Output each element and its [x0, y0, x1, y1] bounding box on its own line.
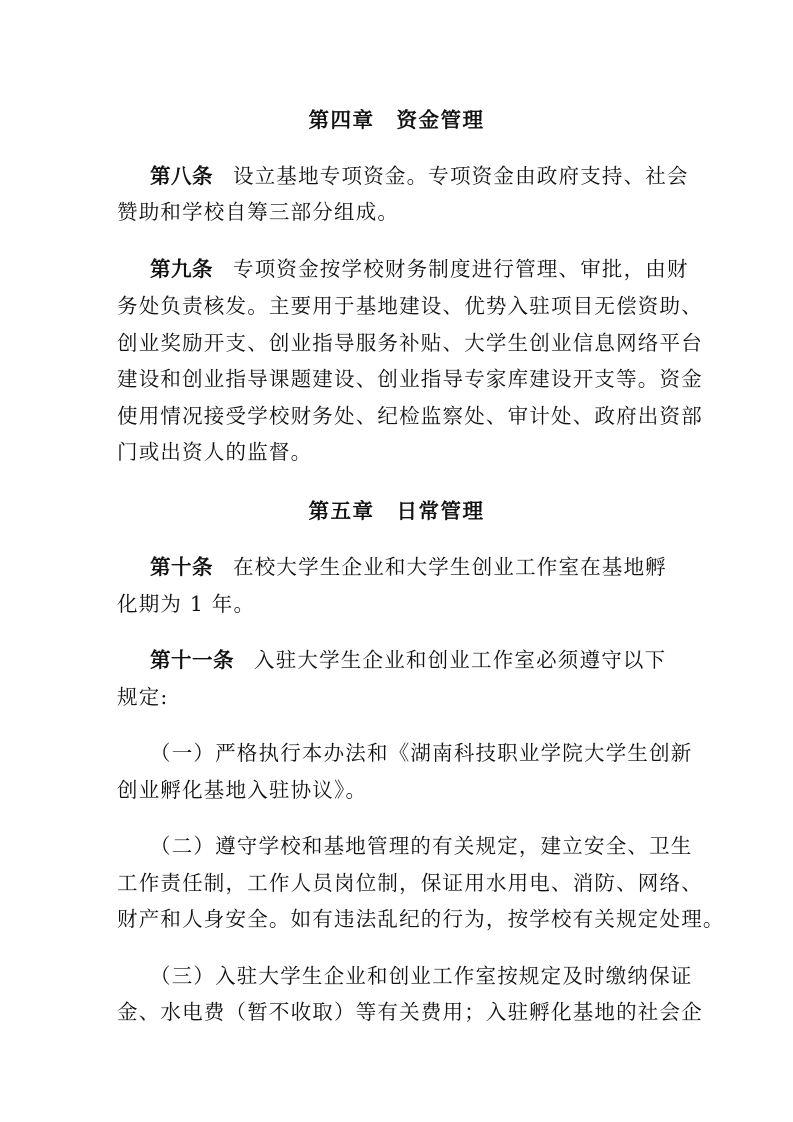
chapter-title: 日常管理 — [396, 499, 485, 523]
article-text: 入驻大学生企业和创业工作室必须遵守以下 — [254, 648, 667, 672]
article-9-line-6: 门或出资人的监督。 — [117, 440, 313, 464]
item-1-line-1: （一）严格执行本办法和《湖南科技职业学院大学生创新 — [150, 741, 693, 765]
item-3-line-2: 金、水电费（暂不收取）等有关费用；入驻孵化基地的社会企 — [117, 1000, 703, 1024]
chapter-heading-5 — [0, 499, 793, 523]
article-label: 第十条 — [150, 555, 213, 579]
item-1-line-2: 创业孵化基地入驻协议》。 — [117, 778, 368, 802]
item-2-line-2: 工作责任制，工作人员岗位制，保证用水用电、消防、网络、 — [117, 871, 703, 895]
article-10-line-2: 化期为 1 年。 — [117, 592, 256, 616]
article-9-line-5: 使用情况接受学校财务处、纪检监察处、审计处、政府出资部 — [117, 404, 703, 428]
chapter-number: 第四章 — [308, 108, 375, 132]
article-label: 第八条 — [150, 164, 213, 188]
article-text: 在校大学生企业和大学生创业工作室在基地孵 — [233, 555, 667, 579]
chapter-title: 资金管理 — [396, 108, 485, 132]
article-9-line-4: 建设和创业指导课题建设、创业指导专家库建设开支等。资金 — [117, 367, 703, 391]
chapter-number: 第五章 — [308, 499, 375, 523]
article-10-line-1 — [150, 555, 667, 579]
article-text: 设立基地专项资金。专项资金由政府支持、社会 — [233, 164, 689, 188]
article-8-line-1 — [150, 164, 689, 188]
article-label: 第九条 — [150, 257, 213, 281]
item-3-line-1: （三）入驻大学生企业和创业工作室按规定及时缴纳保证 — [150, 964, 693, 988]
article-label: 第十一条 — [150, 648, 234, 672]
item-2-line-3: 财产和人身安全。如有违法乱纪的行为，按学校有关规定处理。 — [117, 907, 725, 931]
article-9-line-1 — [150, 257, 689, 281]
article-11-line-1 — [150, 648, 666, 672]
chapter-heading-4 — [0, 108, 793, 132]
article-text: 专项资金按学校财务制度进行管理、审批，由财 — [233, 257, 689, 281]
item-2-line-1: （二）遵守学校和基地管理的有关规定，建立安全、卫生 — [150, 834, 693, 858]
article-8-line-2: 赞助和学校自筹三部分组成。 — [117, 200, 400, 224]
article-11-line-2: 规定: — [117, 685, 169, 709]
article-9-line-2: 务处负责核发。主要用于基地建设、优势入驻项目无偿资助、 — [117, 294, 703, 318]
article-9-line-3: 创业奖励开支、创业指导服务补贴、大学生创业信息网络平台 — [117, 331, 703, 355]
